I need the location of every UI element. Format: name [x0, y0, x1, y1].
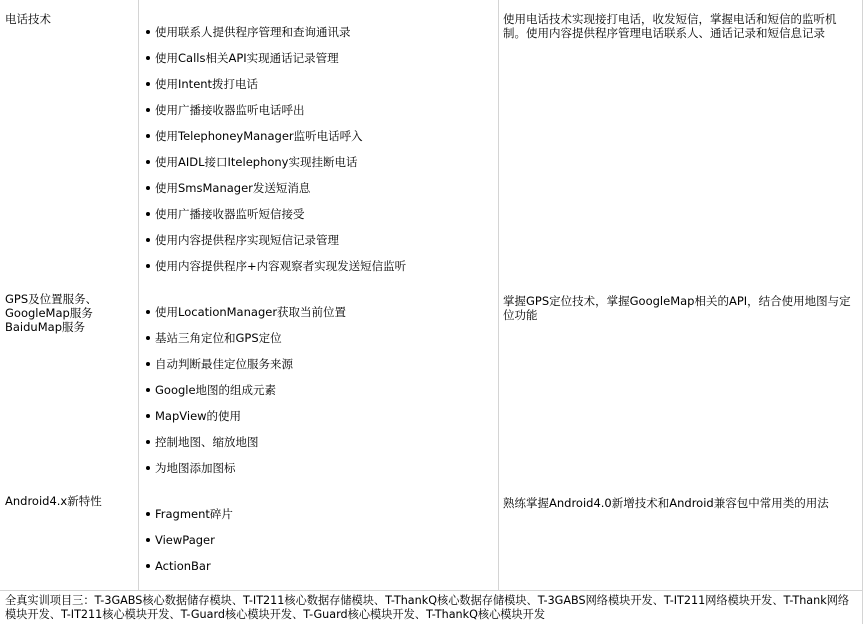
list-item	[146, 128, 363, 144]
bullet-icon	[146, 56, 150, 60]
bullet-icon	[146, 466, 150, 470]
bullet-icon	[146, 134, 150, 138]
item-text: ViewPager	[155, 533, 215, 547]
list-item	[146, 180, 310, 196]
list-item	[146, 154, 357, 170]
bullet-icon	[146, 212, 150, 216]
item-text: 使用内容提供程序实现短信记录管理	[155, 233, 339, 247]
bullet-icon	[146, 512, 150, 516]
row-1-description: 使用电话技术实现接打电话，收发短信，掌握电话和短信的监听机制。使用内容提供程序管理电话联系人、通话记录和短信息记录	[503, 12, 837, 40]
row-1-items	[138, 0, 499, 290]
list-item	[146, 408, 241, 424]
list-item	[146, 506, 233, 522]
list-item	[146, 558, 211, 574]
list-item	[146, 434, 259, 450]
list-item	[146, 258, 406, 274]
item-text: 为地图添加图标	[155, 461, 236, 475]
bullet-icon	[146, 160, 150, 164]
bullet-icon	[146, 108, 150, 112]
item-text: 使用Calls相关API实现通话记录管理	[155, 51, 339, 65]
item-text: ActionBar	[155, 559, 211, 573]
row-3-description: 熟练掌握Android4.0新增技术和Android兼容包中常用类的用法	[503, 496, 829, 510]
list-item	[146, 382, 276, 398]
item-text: 使用内容提供程序+内容观察者实现发送短信监听	[155, 259, 407, 273]
item-text: 使用联系人提供程序管理和查询通讯录	[155, 25, 351, 39]
footer-divider	[0, 590, 863, 591]
bullet-icon	[146, 336, 150, 340]
item-text: Google地图的组成元素	[155, 383, 277, 397]
bullet-icon	[146, 538, 150, 542]
item-text: 控制地图、缩放地图	[155, 435, 259, 449]
row-2-description: 掌握GPS定位技术，掌握GoogleMap相关的API，结合使用地图与定位功能	[503, 294, 851, 322]
bullet-icon	[146, 30, 150, 34]
bullet-icon	[146, 310, 150, 314]
list-item	[146, 24, 351, 40]
item-text: 使用Intent拨打电话	[155, 77, 259, 91]
item-text: 使用LocationManager获取当前位置	[155, 305, 347, 319]
item-text: MapView的使用	[155, 409, 242, 423]
list-item	[146, 304, 346, 320]
bullet-icon	[146, 414, 150, 418]
list-item	[146, 76, 258, 92]
item-text: 使用AIDL接口Itelephony实现挂断电话	[155, 155, 358, 169]
list-item	[146, 460, 236, 476]
bullet-icon	[146, 238, 150, 242]
item-text: 使用广播接收器监听电话呼出	[155, 103, 305, 117]
list-item	[146, 356, 293, 372]
bullet-icon	[146, 564, 150, 568]
row-2-name-line-3: BaiduMap服务	[5, 320, 85, 334]
bullet-icon	[146, 440, 150, 444]
list-item	[146, 102, 305, 118]
column-divider-3	[862, 0, 863, 624]
list-item	[146, 50, 339, 66]
row-3-name: Android4.x新特性	[5, 494, 102, 508]
list-item	[146, 206, 305, 222]
row-2-items	[138, 290, 499, 490]
row-3-items	[138, 490, 499, 590]
list-item	[146, 330, 282, 346]
bullet-icon	[146, 362, 150, 366]
item-text: Fragment碎片	[155, 507, 233, 521]
row-1-name: 电话技术	[5, 12, 51, 26]
row-2-name	[5, 292, 135, 334]
bullet-icon	[146, 388, 150, 392]
item-text: 基站三角定位和GPS定位	[155, 331, 282, 345]
list-item	[146, 232, 339, 248]
item-text: 使用广播接收器监听短信接受	[155, 207, 305, 221]
item-text: 使用TelephoneyManager监听电话呼入	[155, 129, 363, 143]
bullet-icon	[146, 82, 150, 86]
row-2-name-line-1: GPS及位置服务、	[5, 292, 98, 306]
row-2-name-line-2: GoogleMap服务	[5, 306, 93, 320]
bullet-icon	[146, 264, 150, 268]
item-text: 自动判断最佳定位服务来源	[155, 357, 293, 371]
list-item	[146, 532, 215, 548]
footer-project-text: 全真实训项目三：T-3GABS核心数据储存模块、T-IT211核心数据存储模块、T-ThankQ核心数据存储模块、T-3GABS网络模块开发、T-IT211网络模块开发、T-Thank网络模块开发、T-IT211核心模块开发、T-Guard核心模块开发、T-Guard核心模块开发、T-ThankQ核心模块开发	[5, 594, 850, 621]
item-text: 使用SmsManager发送短消息	[155, 181, 311, 195]
bullet-icon	[146, 186, 150, 190]
